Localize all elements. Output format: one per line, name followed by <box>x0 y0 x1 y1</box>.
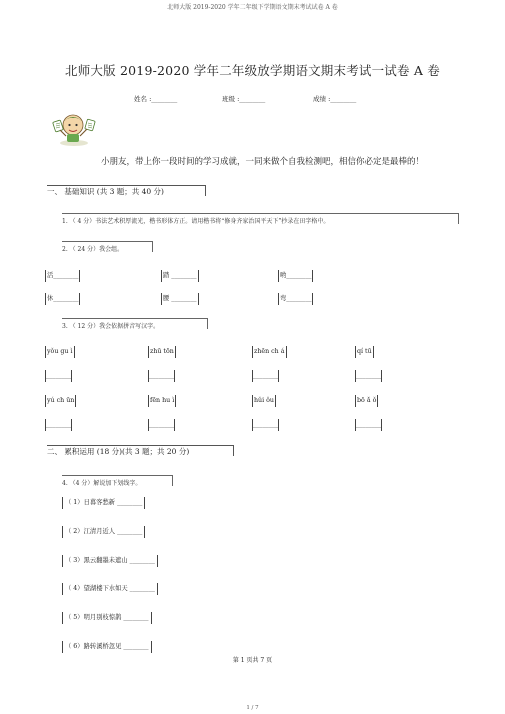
answer-blank: ________ <box>252 370 279 382</box>
vocab-item: （ 3）黑云翻墨未遮山 ________ <box>62 555 158 567</box>
section1-frame <box>47 185 206 196</box>
answer-blank: ________ <box>148 370 175 382</box>
document-title: 北师大版 2019-2020 学年二年级放学期语文期末考试一试卷 A 卷 <box>65 63 440 78</box>
class-field: 班级 :________ <box>222 95 266 103</box>
q2-cell: 腰 ________ <box>161 293 199 305</box>
section2-frame <box>47 445 234 456</box>
vocab-item: （ 2）江清月近人 ________ <box>62 526 145 538</box>
question-2: 2. （ 24 分）我会组。 <box>62 246 124 253</box>
vocab-item: （ 1）日暮客愁新 ________ <box>62 497 145 509</box>
question-1: 1. （ 4 分）书法艺术积厚流光，楷书形体方正。请用楷书将“修身齐家治国平天下”抄录在田字格中。 <box>62 218 330 225</box>
answer-blank: ________ <box>355 419 382 431</box>
pinyin-cell: yǒu gu ì <box>45 346 75 358</box>
vocab-item: （ 4）望湖楼下水如天 ________ <box>62 583 158 595</box>
intro-text: 小朋友，带上你一段时间的学习成就，一同来做个自我检测吧，相信你必定是最棒的！ <box>101 157 425 167</box>
vocab-item: （ 5）明月别枝惊鹊 ________ <box>62 612 152 624</box>
question-4: 4. （4 分）解说加下划线字。 <box>62 480 142 487</box>
vocab-item: （ 6）路转溪桥忽见 ________ <box>62 641 152 653</box>
section1-heading: 一、 基础知识 (共 3 题；共 40 分) <box>47 187 164 196</box>
pinyin-cell: yú ch ūn <box>45 395 76 407</box>
q2-cell: 踏 ________ <box>161 270 199 282</box>
score-field: 成绩 :________ <box>313 95 357 103</box>
q2-cell: 休________ <box>45 293 80 305</box>
answer-blank: ________ <box>252 419 279 431</box>
page-header: 北师大版 2019-2020 学年二年级下学期语文期末考试试卷 A 卷 <box>167 4 338 11</box>
cartoon-student-icon <box>52 110 98 148</box>
q2-cell: 哟________ <box>278 270 313 282</box>
question-3: 3. （ 12 分）我会依据拼音写汉字。 <box>62 323 160 330</box>
section2-heading: 二、 累积运用 (18 分)(共 3 题；共 20 分) <box>47 447 190 456</box>
page-number: 1 / 7 <box>246 705 259 711</box>
pinyin-cell: bō ǎ ǒ <box>355 395 378 407</box>
pinyin-cell: fēn hu ì <box>148 395 176 407</box>
page-footer: 第 1 页共 7 页 <box>232 657 273 664</box>
answer-blank: ________ <box>45 370 72 382</box>
answer-blank: ________ <box>355 370 382 382</box>
q2-cell: 活________ <box>45 270 80 282</box>
pinyin-cell: hǔi ǒu <box>252 395 276 407</box>
q2-cell: 弯________ <box>278 293 313 305</box>
pinyin-cell: qí tū <box>355 346 374 358</box>
pinyin-cell: zhēn ch á <box>252 346 287 358</box>
answer-blank: ________ <box>45 419 72 431</box>
pinyin-cell: zhū tōn <box>148 346 176 358</box>
answer-blank: ________ <box>148 419 175 431</box>
name-field: 姓名 :________ <box>134 95 178 103</box>
